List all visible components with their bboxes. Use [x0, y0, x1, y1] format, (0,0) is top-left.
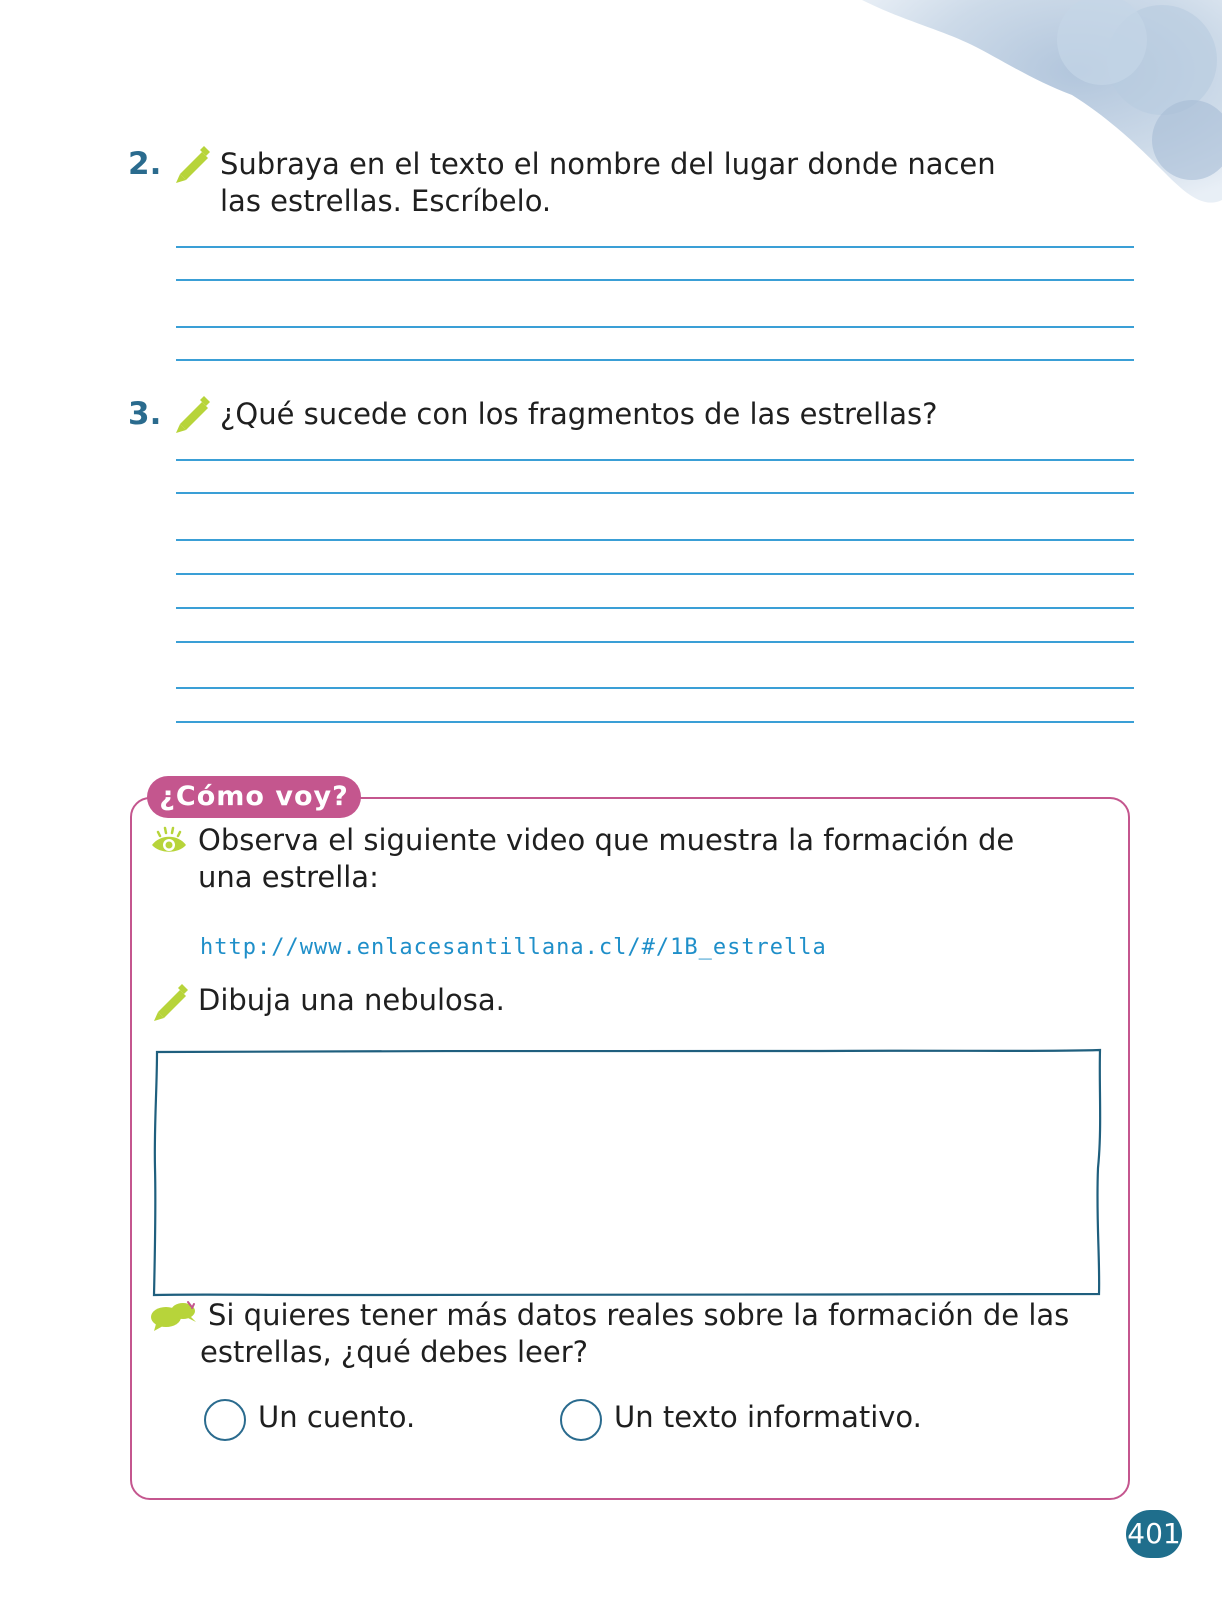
cloud-decoration — [862, 0, 1222, 220]
answer-line[interactable] — [176, 459, 1134, 461]
option-cuento-label: Un cuento. — [258, 1400, 416, 1434]
drawing-area[interactable] — [152, 1048, 1102, 1298]
page-number: 401 — [1126, 1510, 1182, 1558]
question-2-text-line1: Subraya en el texto el nombre del lugar donde nacen — [220, 147, 996, 181]
read-question-line1: Si quieres tener más datos reales sobre la formación de las — [208, 1298, 1070, 1332]
answer-line[interactable] — [176, 641, 1134, 643]
answer-line[interactable] — [176, 359, 1134, 361]
answer-line[interactable] — [176, 539, 1134, 541]
question-2-number: 2. — [128, 146, 162, 182]
observe-text-line2: una estrella: — [198, 860, 379, 894]
observe-text-line1: Observa el siguiente video que muestra la formación de — [198, 823, 1015, 857]
read-question-line2: estrellas, ¿qué debes leer? — [200, 1335, 589, 1369]
question-3-number: 3. — [128, 396, 162, 432]
draw-prompt: Dibuja una nebulosa. — [198, 983, 505, 1017]
option-texto-informativo-label: Un texto informativo. — [614, 1400, 922, 1434]
option-cuento-radio[interactable] — [204, 1399, 246, 1441]
answer-line[interactable] — [176, 326, 1134, 328]
speech-bubbles-icon — [150, 1300, 198, 1332]
answer-line[interactable] — [176, 687, 1134, 689]
answer-line[interactable] — [176, 246, 1134, 248]
answer-line[interactable] — [176, 573, 1134, 575]
eye-icon — [150, 826, 188, 856]
question-3-text: ¿Qué sucede con los fragmentos de las estrellas? — [220, 397, 938, 431]
answer-line[interactable] — [176, 492, 1134, 494]
answer-line[interactable] — [176, 721, 1134, 723]
pencil-icon — [172, 144, 212, 184]
como-voy-title: ¿Cómo voy? — [147, 776, 361, 818]
video-link[interactable]: http://www.enlacesantillana.cl/#/1B_estrella — [200, 935, 827, 960]
answer-line[interactable] — [176, 279, 1134, 281]
pencil-icon — [150, 982, 190, 1022]
question-2-text-line2: las estrellas. Escríbelo. — [220, 184, 552, 218]
pencil-icon — [172, 394, 212, 434]
option-texto-informativo-radio[interactable] — [560, 1399, 602, 1441]
answer-line[interactable] — [176, 607, 1134, 609]
